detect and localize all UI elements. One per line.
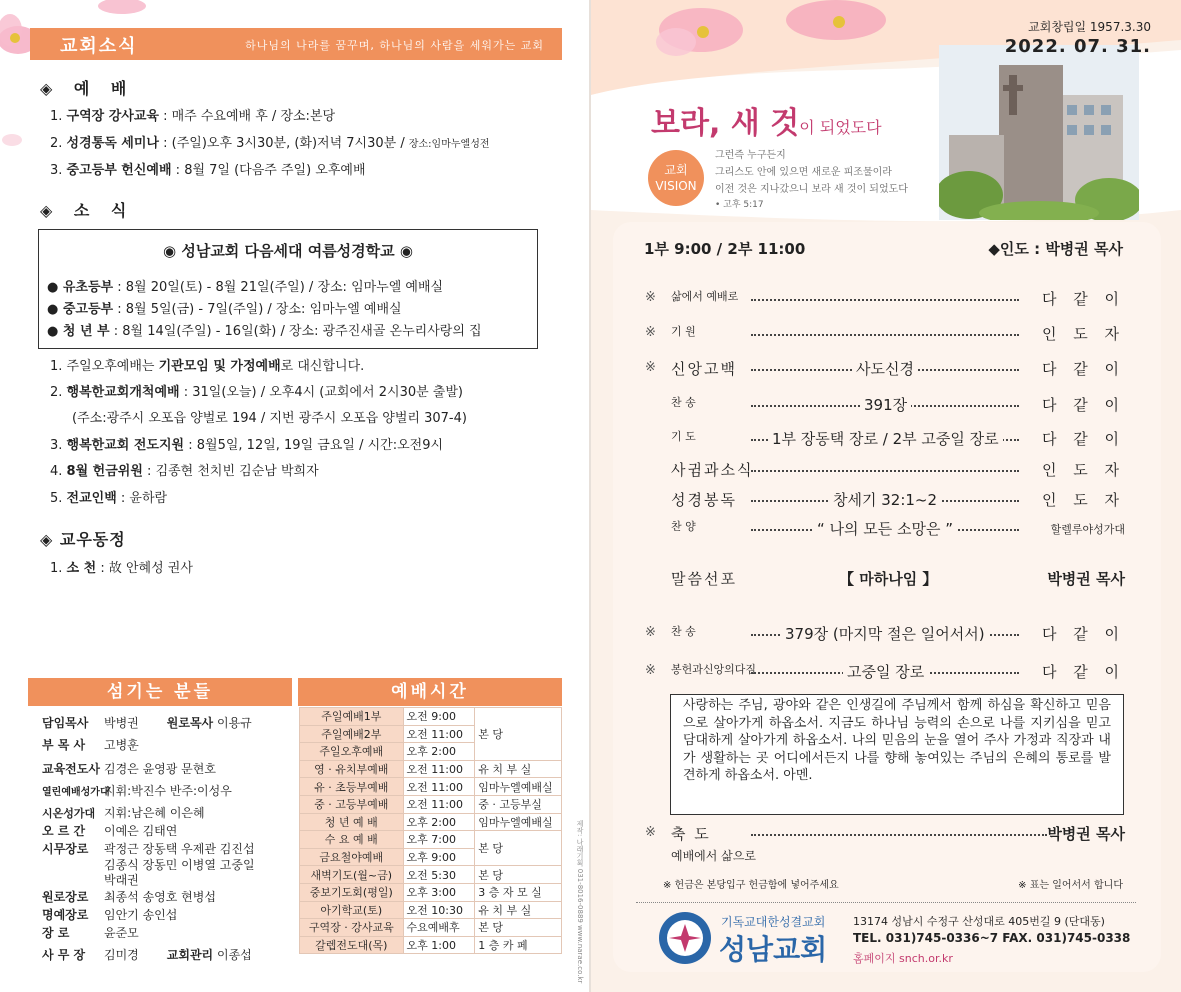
- order-item: 찬 송 391장 다 같 이: [671, 396, 1125, 414]
- staff-row: 장 로 윤준모: [42, 926, 139, 940]
- service-time-cell: 오후 2:00: [403, 743, 475, 761]
- order-item: ※ 찬 송 379장 (마지막 절은 일어서서) 다 같 이: [645, 625, 1125, 643]
- service-name-cell: 새벽기도(월~금): [300, 866, 404, 884]
- denomination: 기독교대한성결교회: [721, 915, 826, 929]
- worship-time-row: [300, 831, 562, 849]
- printer-credit: 제작: 나래기획 031-8016-0889 www.narae.co.kr: [576, 820, 584, 984]
- verse-line: 그런즉 누구든지: [715, 150, 786, 161]
- news-item-address: (주소:광주시 오포읍 양벌로 194 / 지번 광주시 오포읍 양벌리 307-4): [72, 411, 467, 426]
- benediction-row: ※ 축 도 박병권 목사: [645, 825, 1125, 843]
- order-item: 찬 양 “ 나의 모든 소망은 ” 할렐루야성가대: [671, 520, 1125, 538]
- fellowship-item: 1. 소 천 : 故 안혜성 권사: [50, 561, 193, 576]
- box-row: ● 중고등부 : 8월 5일(금) - 7일(주일) / 장소: 임마누엘 예배실: [47, 302, 402, 317]
- worship-time-row: [300, 795, 562, 813]
- staff-row: 교육전도사 김경은 윤영광 문현호: [42, 762, 216, 776]
- news-item: 2. 행복한교회개척예배 : 31일(오늘) / 오후4시 (교회에서 2시30분 출발): [50, 385, 463, 400]
- worship-time-row: [300, 760, 562, 778]
- service-time-cell: 오전 11:00: [403, 795, 475, 813]
- order-item: 성경봉독 창세기 32:1~2 인 도 자: [671, 491, 1125, 509]
- flower-decoration-icon: [92, 0, 152, 30]
- staff-row: 오 르 간 이예은 김태연: [42, 824, 178, 838]
- verse-line: 그리스도 안에 있으면 새로운 피조물이라: [715, 167, 892, 178]
- worship-time-row: [300, 901, 562, 919]
- worship-times-heading: 예배시간: [298, 678, 562, 706]
- fellowship-heading: ◈ 교우동정: [40, 530, 126, 549]
- church-building-image: [939, 45, 1139, 220]
- service-leader: ◆인도 : 박병권 목사: [988, 240, 1123, 258]
- service-name-cell: 유 · 초등부예배: [300, 778, 404, 796]
- service-time-cell: 오후 3:00: [403, 883, 475, 901]
- staff-row: 명예장로 임안기 송인섭: [42, 908, 178, 922]
- service-name-cell: 주일예배2부: [300, 725, 404, 743]
- service-place-cell: 임마누엘예배실: [475, 813, 562, 831]
- worship-item: 2. 성경통독 세미나 : (주일)오후 3시30분, (화)저녁 7시30분 / 장소:임마누엘성전: [50, 136, 490, 151]
- worship-item: 3. 중고등부 헌신예배 : 8월 7일 (다음주 주일) 오후예배: [50, 163, 366, 178]
- benediction-subtitle: 예배에서 삶으로: [671, 849, 756, 863]
- order-item: ※ 기 원 인 도 자: [645, 325, 1125, 343]
- service-time-cell: 오전 11:00: [403, 760, 475, 778]
- prayer-box: 사랑하는 주님, 광야와 같은 인생길에 주님께서 함께 하심을 확신하고 믿음으로 살아가게 하옵소서. 지금도 하나님 능력의 손으로 나를 지키심을 믿고 담대하게 살아가게 하옵소서. 나의 믿음의 눈을 열어 주사 가정과 직장과 내가 생활하는 곳 어디에서든지 나를 향해 놓여있는 주님의 은혜의 통로를 발견하게 하옵소서. 아멘.: [670, 694, 1124, 815]
- news-heading: ◈ 소 식: [40, 201, 135, 220]
- worship-time-row: [300, 866, 562, 884]
- service-time-cell: 오후 1:00: [403, 936, 475, 954]
- order-item: ※ 삶에서 예배로 다 같 이: [645, 290, 1125, 308]
- order-item: ※ 신앙고백 사도신경 다 같 이: [645, 360, 1125, 378]
- service-place-cell: 임마누엘예배실: [475, 778, 562, 796]
- slogan: 보라, 새 것이 되었도다: [651, 106, 882, 141]
- staff-row: 담임목사 박병권 원로목사 이용규: [42, 716, 252, 730]
- left-page: [0, 0, 590, 992]
- vision-badge: 교회 VISION: [648, 150, 704, 206]
- staff-row: 시온성가대 지휘:남은혜 이은혜: [42, 806, 205, 820]
- service-place-cell: 본 당: [475, 919, 562, 937]
- service-name-cell: 금요철야예배: [300, 848, 404, 866]
- summer-bible-school-box: [38, 229, 538, 349]
- service-place-cell: 유 치 부 실: [475, 760, 562, 778]
- church-logo-icon: [657, 910, 713, 966]
- service-name-cell: 갈렙전도대(목): [300, 936, 404, 954]
- news-item: 3. 행복한교회 전도지원 : 8월5일, 12일, 19일 금요일 / 시간:오전9시: [50, 438, 444, 453]
- church-address: 13174 성남시 수정구 산성대로 405번길 9 (단대동): [853, 915, 1105, 928]
- service-time-cell: 오전 9:00: [403, 708, 475, 726]
- service-name-cell: 주일예배1부: [300, 708, 404, 726]
- church-homepage: 홈페이지 snch.or.kr: [853, 952, 953, 965]
- service-name-cell: 수 요 예 배: [300, 831, 404, 849]
- service-time-cell: 오후 2:00: [403, 813, 475, 831]
- service-time-cell: 오전 11:00: [403, 778, 475, 796]
- staff-heading: 섬기는 분들: [28, 678, 292, 706]
- box-row: ● 청 년 부 : 8월 14일(주일) - 16일(화) / 장소: 광주진새골 온누리사랑의 집: [47, 324, 482, 339]
- service-name-cell: 청 년 예 배: [300, 813, 404, 831]
- staff-row: 김종식 장동민 이병열 고중일: [104, 858, 255, 872]
- service-name-cell: 주일오후예배: [300, 743, 404, 761]
- service-place-cell: 1 층 카 페: [475, 936, 562, 954]
- worship-time-row: [300, 919, 562, 937]
- staff-row: 부 목 사 고병훈: [42, 738, 139, 752]
- service-name-cell: 중보기도회(평일): [300, 883, 404, 901]
- worship-time-row: [300, 936, 562, 954]
- verse-line: 이전 것은 지나갔으니 보라 새 것이 되었도다: [715, 184, 908, 195]
- service-time-cell: 오후 9:00: [403, 848, 475, 866]
- service-time-cell: 오전 5:30: [403, 866, 475, 884]
- worship-item: 1. 구역장 강사교육 : 매주 수요예배 후 / 장소:본당: [50, 109, 336, 124]
- news-item: 5. 전교인백 : 윤하람: [50, 491, 168, 506]
- staff-row: 박래권: [104, 873, 139, 887]
- church-name: 성남교회: [719, 933, 828, 966]
- service-time-cell: 수요예배후: [403, 919, 475, 937]
- service-name-cell: 중 · 고등부예배: [300, 795, 404, 813]
- service-time-cell: 오전 11:00: [403, 725, 475, 743]
- service-place-cell: 본 당: [475, 866, 562, 884]
- sermon-row: 말씀선포 【 마하나임 】 박병권 목사: [671, 570, 1125, 588]
- service-place-cell: 중 · 고등부실: [475, 795, 562, 813]
- staff-list: [28, 706, 292, 970]
- service-name-cell: 영 · 유치부예배: [300, 760, 404, 778]
- verse-reference: • 고후 5:17: [715, 200, 764, 210]
- worship-time-row: [300, 778, 562, 796]
- order-item: 사귐과소식 인 도 자: [671, 461, 1125, 479]
- service-time: 1부 9:00 / 2부 11:00: [644, 240, 806, 258]
- news-item: 1. 주일오후예배는 기관모임 및 가정예배로 대신합니다.: [50, 359, 365, 374]
- news-header-title: 교회소식: [60, 36, 138, 57]
- church-motto: 하나님의 나라를 꿈꾸며, 하나님의 사람을 세워가는 교회: [245, 39, 544, 52]
- service-place-cell: 유 치 부 실: [475, 901, 562, 919]
- worship-time-row: [300, 883, 562, 901]
- service-name-cell: 아기학교(토): [300, 901, 404, 919]
- service-time-cell: 오전 10:30: [403, 901, 475, 919]
- news-header: [30, 28, 562, 60]
- standing-note: ※ 표는 일어서서 합니다: [1018, 880, 1123, 891]
- church-phone: TEL. 031)745-0336~7 FAX. 031)745-0338: [853, 931, 1131, 945]
- service-place-cell: 본 당: [475, 831, 562, 866]
- service-place-cell: 본 당: [475, 708, 562, 761]
- footer-divider: [636, 902, 1136, 903]
- order-item: ※ 봉헌과신앙의다짐 고중일 장로 다 같 이: [645, 663, 1125, 681]
- order-item: 기 도 1부 장동택 장로 / 2부 고중일 장로 다 같 이: [671, 430, 1125, 448]
- staff-row: 열린예배성가대지휘:박진수 반주:이성우: [42, 784, 232, 798]
- staff-row: 시무장로 곽정근 장동택 우제관 김진섭: [42, 842, 255, 856]
- staff-row: 원로장로 최종석 송영호 현병섭: [42, 890, 216, 904]
- offering-note: ※ 헌금은 본당입구 헌금함에 넣어주세요: [663, 880, 839, 891]
- service-name-cell: 구역장 · 강사교육: [300, 919, 404, 937]
- worship-times-table: [299, 707, 562, 954]
- staff-row: 사 무 장 김미경 교회관리 이종섭: [42, 948, 252, 962]
- worship-heading: ◈ 예 배: [40, 79, 135, 98]
- founding-date: 교회창립일 1957.3.30: [1028, 20, 1151, 34]
- news-item: 4. 8월 헌금위원 : 김종현 천치빈 김순남 박희자: [50, 464, 319, 479]
- box-title: ◉ 성남교회 다음세대 여름성경학교 ◉: [163, 242, 413, 260]
- worship-time-row: [300, 813, 562, 831]
- service-time-cell: 오후 7:00: [403, 831, 475, 849]
- bulletin-date: 2022. 07. 31.: [1004, 36, 1151, 57]
- service-place-cell: 3 층 자 모 실: [475, 883, 562, 901]
- right-page: [591, 0, 1181, 992]
- worship-time-row: [300, 708, 562, 726]
- box-row: ● 유초등부 : 8월 20일(토) - 8월 21일(주일) / 장소: 임마누엘 예배실: [47, 280, 444, 295]
